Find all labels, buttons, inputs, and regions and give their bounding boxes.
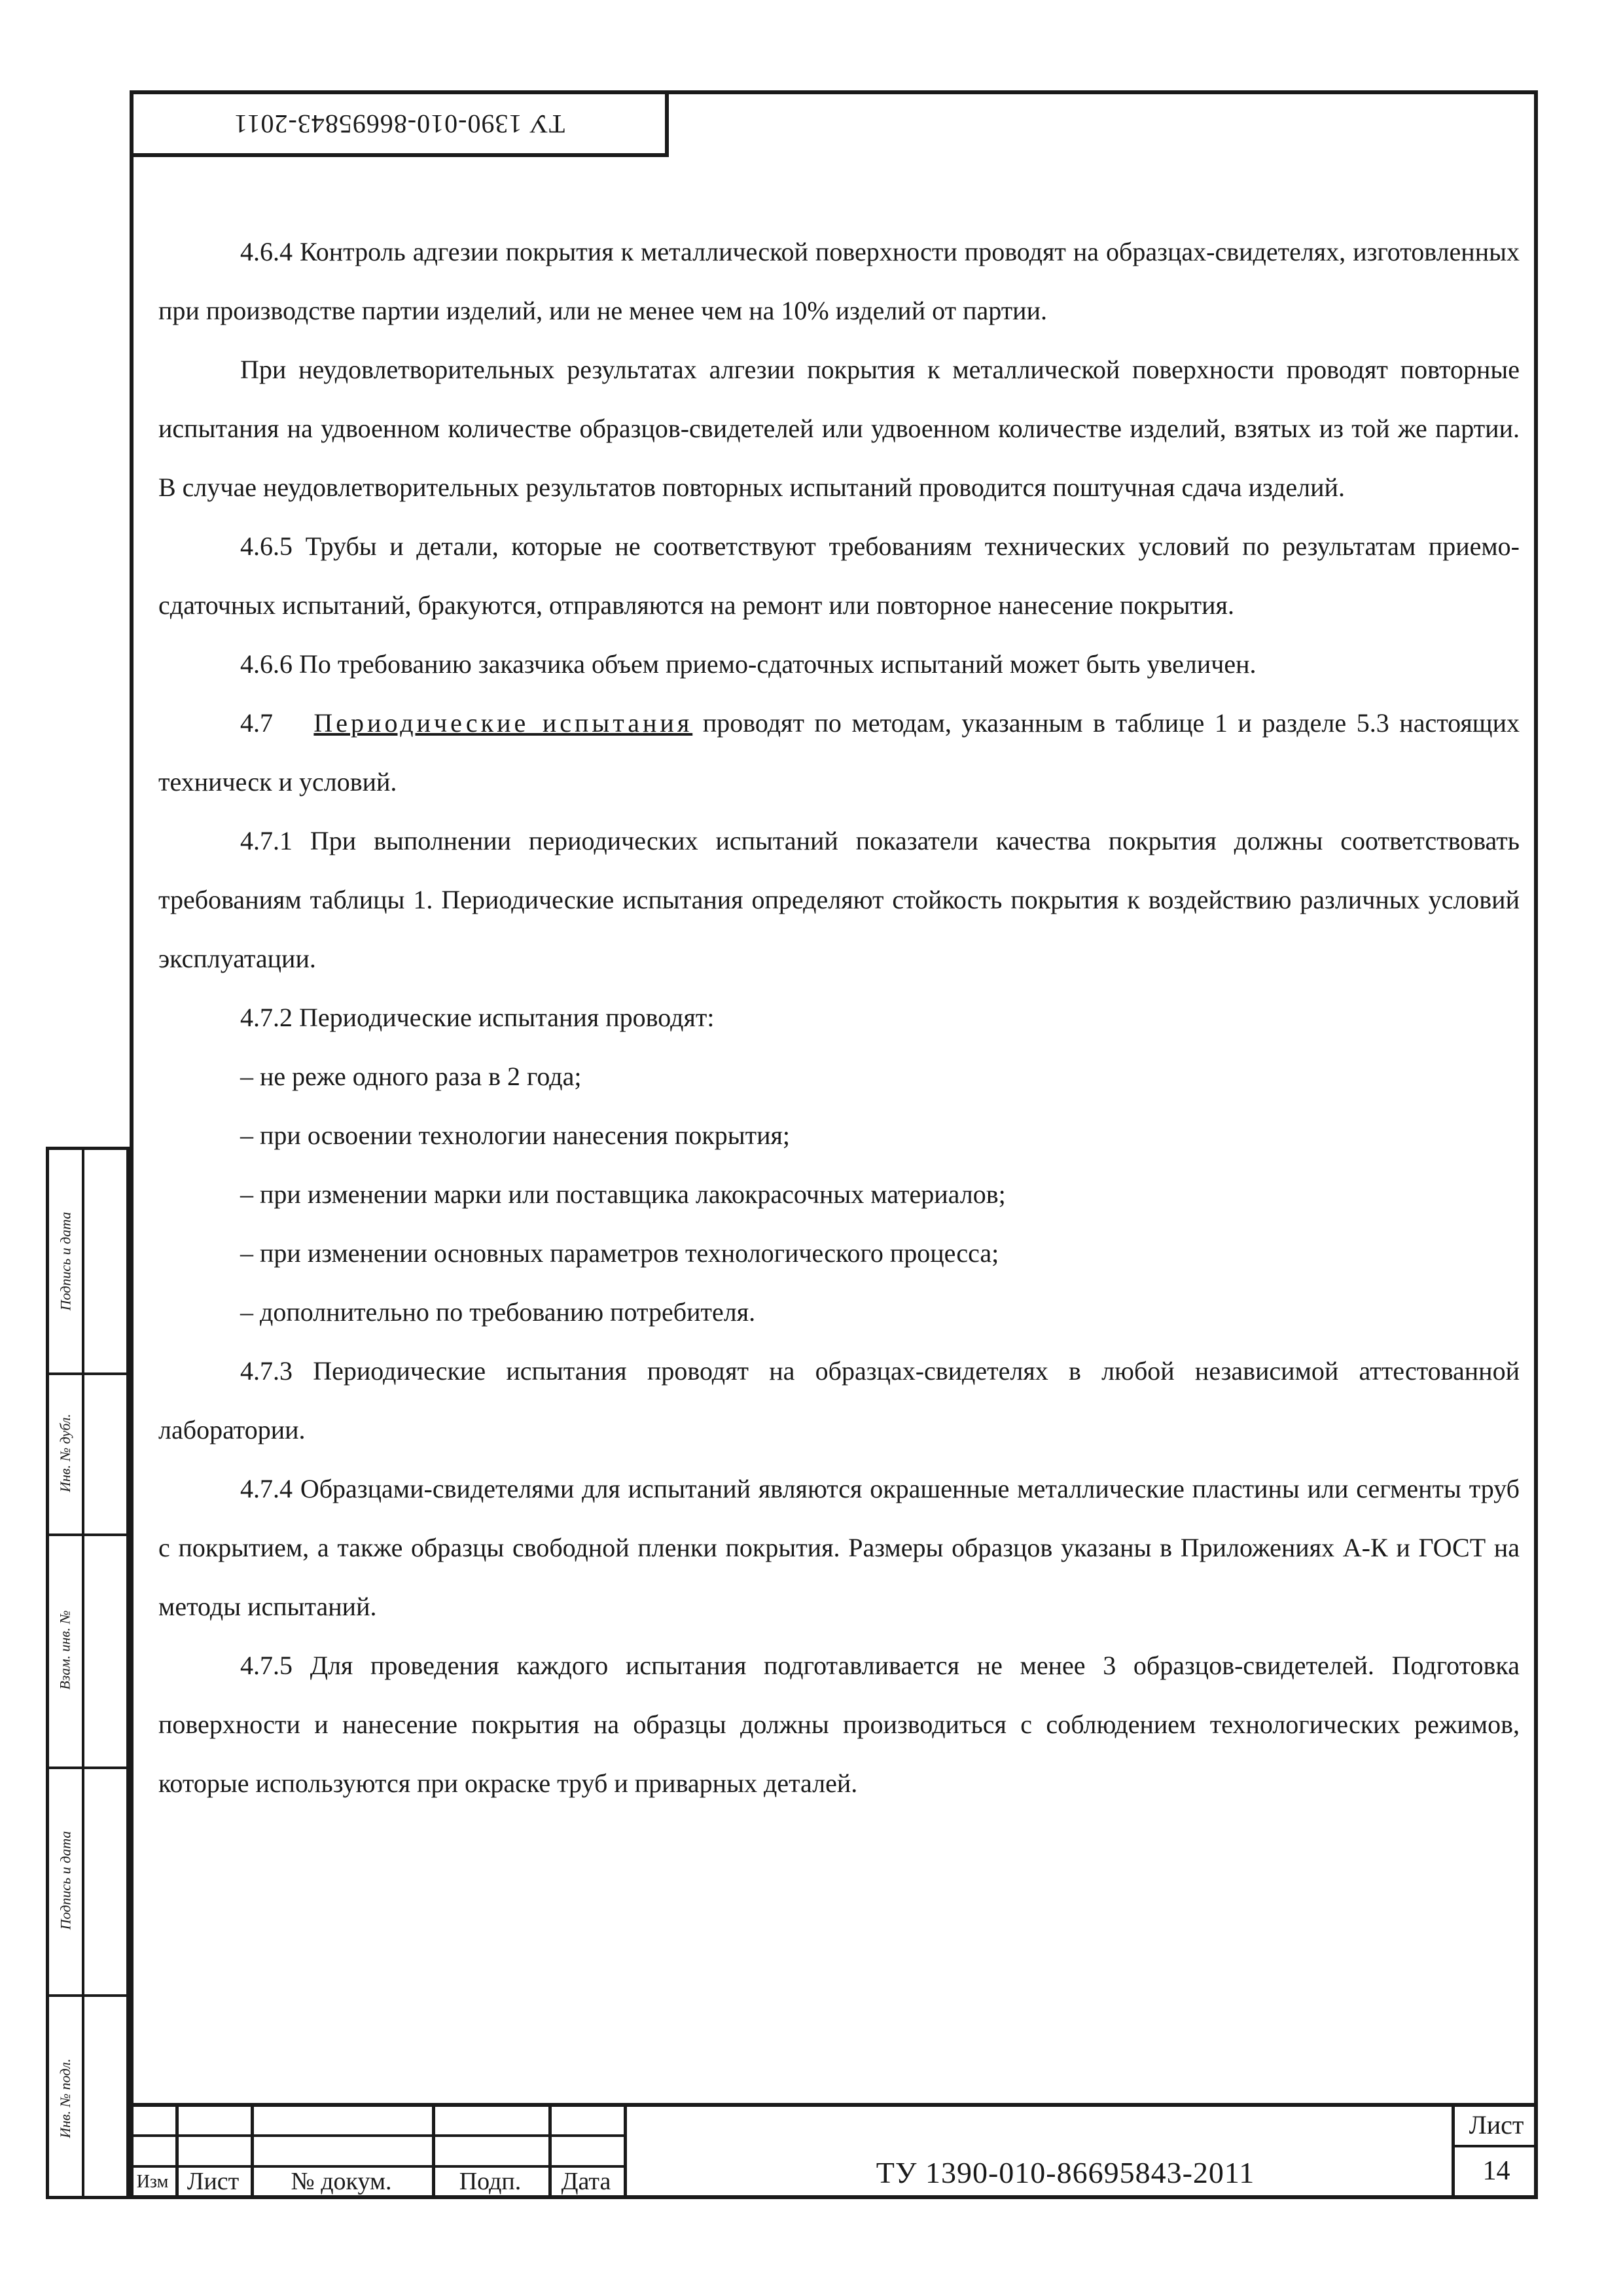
title-block-grid xyxy=(130,2103,627,2199)
stamp-label-orig-inv: Инв. № подл. xyxy=(57,2058,73,2138)
document-designation: ТУ 1390-010-86695843-2011 xyxy=(876,2156,1255,2189)
paragraph-4-7-3: 4.7.3 Периодические испытания проводят на образцах-свидетелях в любой независимой аттестованной лаборатории. xyxy=(158,1356,1520,1444)
paragraph-4-7-4: 4.7.4 Образцами-свидетелями для испытаний являются окрашенные металлические пластины или сегменты труб с покрытием, а также образцы свободной пленки покрытия. Размеры образцов указаны в Приложениях А-К и ГОСТ на методы испытаний. xyxy=(158,1474,1520,1621)
col-label-date: Дата xyxy=(561,2168,611,2195)
sheet-number: 14 xyxy=(1482,2156,1510,2186)
col-label-change: Изм xyxy=(136,2172,169,2192)
paragraph-4-6-6: 4.6.6 По требованию заказчика объем приемо-сдаточных испытаний может быть увеличен. xyxy=(240,649,1257,679)
document-body xyxy=(158,223,1520,1813)
header-designation: ТУ 1390-010-86695843-2011 xyxy=(233,109,565,139)
col-label-doc-number: № докум. xyxy=(291,2168,392,2195)
stamp-label-signature-1: Подпись и дата xyxy=(57,1211,74,1311)
stamp-label-dup-inv: Инв. № дубл. xyxy=(57,1414,73,1492)
margin-stamp xyxy=(46,1147,130,2199)
paragraph-4-6-4-cont: При неудовлетворительных результатах алгезии покрытия к металлической поверхности проводят повторные испытания на удвоенном количестве образцов-свидетелей или удвоенном количестве изделий, взятых из той же партии. В случае неудовлетворительных результатов повторных испытаний проводится поштучная сдача изделий. xyxy=(158,355,1520,502)
title-block xyxy=(130,2103,1538,2199)
section-title-rest: проводят по методам, указанным в таблице 1 и разделе 5.3 настоящих техническ и условий. xyxy=(158,708,1520,797)
col-label-signature: Подп. xyxy=(459,2168,522,2195)
list-item: – при изменении марки или поставщика лакокрасочных материалов; xyxy=(240,1179,1006,1209)
stamp-label-replace-inv: Взам. инв. № xyxy=(57,1610,73,1690)
sheet-number-box xyxy=(1452,2103,1538,2199)
col-label-sheet: Лист xyxy=(187,2168,240,2195)
paragraph-4-7-5: 4.7.5 Для проведения каждого испытания подготавливается не менее 3 образцов-свидетелей. Подготовка поверхности и нанесение покрытия на образцы должны производиться с соблюдением технологических режимов, которые используются при окраске труб и приварных деталей. xyxy=(158,1651,1520,1798)
list-item: – при изменении основных параметров технологического процесса; xyxy=(240,1238,999,1268)
list-item: – дополнительно по требованию потребителя. xyxy=(240,1297,756,1327)
section-title: Периодические испытания xyxy=(313,708,693,738)
stamp-label-signature-2: Подпись и дата xyxy=(57,1831,74,1930)
header-designation-box xyxy=(130,90,669,157)
sheet-label: Лист xyxy=(1469,2110,1524,2140)
paragraph-4-7-1: 4.7.1 При выполнении периодических испытаний показатели качества покрытия должны соответствовать требованиям таблицы 1. Периодические испытания определяют стойкость покрытия к воздействию различных условий эксплуатации. xyxy=(158,826,1520,973)
list-item: – при освоении технологии нанесения покрытия; xyxy=(240,1121,791,1150)
section-number: 4.7 xyxy=(240,708,273,738)
paragraph-4-6-5: 4.6.5 Трубы и детали, которые не соответствуют требованиям технических условий по результатам приемо-сдаточных испытаний, бракуются, отправляются на ремонт или повторное нанесение покрытия. xyxy=(158,531,1520,620)
paragraph-4-7-2: 4.7.2 Периодические испытания проводят: xyxy=(240,1003,715,1032)
paragraph-4-7 xyxy=(158,694,1520,812)
list-item: – не реже одного раза в 2 года; xyxy=(240,1062,582,1091)
paragraph-4-6-4: 4.6.4 Контроль адгезии покрытия к металлической поверхности проводят на образцах-свидетелях, изготовленных при производстве партии изделий, или не менее чем на 10% изделий от партии. xyxy=(158,237,1520,325)
